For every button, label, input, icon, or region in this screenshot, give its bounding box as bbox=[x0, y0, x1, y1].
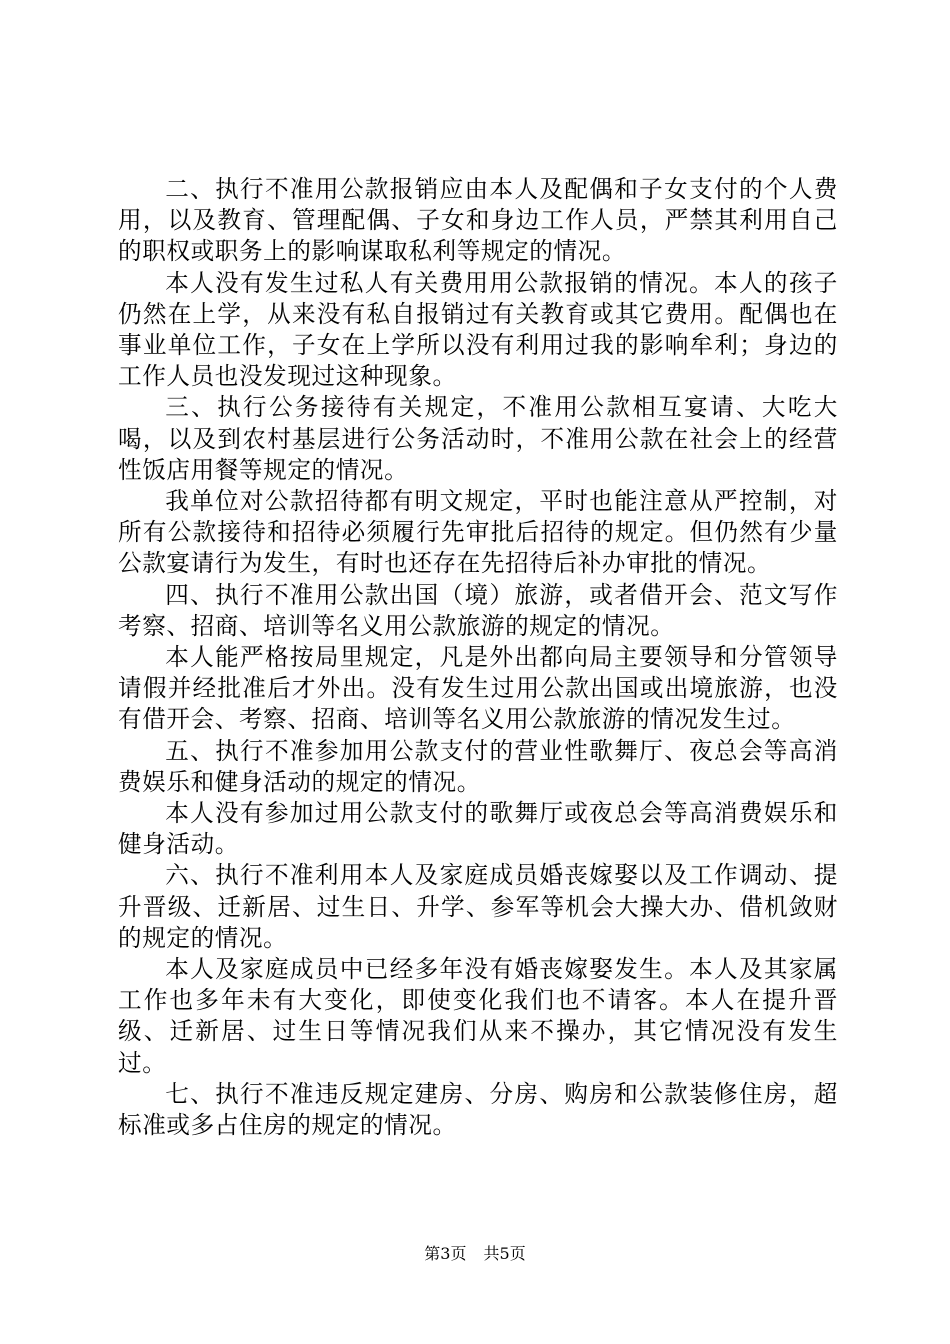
paragraph: 本人没有参加过用公款支付的歌舞厅或夜总会等高消费娱乐和健身活动。 bbox=[118, 799, 838, 859]
page-number-current: 第3页 bbox=[424, 1244, 467, 1263]
paragraph: 四、执行不准用公款出国（境）旅游，或者借开会、范文写作考察、招商、培训等名义用公款旅游的规定的情况。 bbox=[118, 580, 838, 640]
document-body bbox=[118, 174, 838, 1141]
paragraph: 本人没有发生过私人有关费用用公款报销的情况。本人的孩子仍然在上学，从来没有私自报销过有关教育或其它费用。配偶也在事业单位工作，子女在上学所以没有利用过我的影响牟利；身边的工作人员也没发现过这种现象。 bbox=[118, 268, 838, 391]
paragraph: 本人及家庭成员中已经多年没有婚丧嫁娶发生。本人及其家属工作也多年未有大变化，即使变化我们也不请客。本人在提升晋级、迁新居、过生日等情况我们从来不操办，其它情况没有发生过。 bbox=[118, 955, 838, 1077]
page-footer bbox=[0, 1244, 950, 1264]
paragraph: 二、执行不准用公款报销应由本人及配偶和子女支付的个人费用，以及教育、管理配偶、子女和身边工作人员，严禁其利用自己的职权或职务上的影响谋取私利等规定的情况。 bbox=[118, 175, 838, 266]
page-number-total: 共5页 bbox=[483, 1244, 526, 1263]
paragraph: 三、执行公务接待有关规定，不准用公款相互宴请、大吃大喝，以及到农村基层进行公务活动时，不准用公款在社会上的经营性饭店用餐等规定的情况。 bbox=[118, 393, 838, 484]
paragraph: 七、执行不准违反规定建房、分房、购房和公款装修住房，超标准或多占住房的规定的情况。 bbox=[118, 1079, 838, 1140]
paragraph: 五、执行不准参加用公款支付的营业性歌舞厅、夜总会等高消费娱乐和健身活动的规定的情况。 bbox=[118, 736, 838, 796]
paragraph: 我单位对公款招待都有明文规定，平时也能注意从严控制，对所有公款接待和招待必须履行先审批后招待的规定。但仍然有少量公款宴请行为发生，有时也还存在先招待后补办审批的情况。 bbox=[118, 487, 838, 578]
paragraph: 六、执行不准利用本人及家庭成员婚丧嫁娶以及工作调动、提升晋级、迁新居、过生日、升学、参军等机会大操大办、借机敛财的规定的情况。 bbox=[118, 861, 838, 952]
paragraph: 本人能严格按局里规定，凡是外出都向局主要领导和分管领导请假并经批准后才外出。没有发生过用公款出国或出境旅游，也没有借开会、考察、招商、培训等名义用公款旅游的情况发生过。 bbox=[118, 643, 838, 734]
